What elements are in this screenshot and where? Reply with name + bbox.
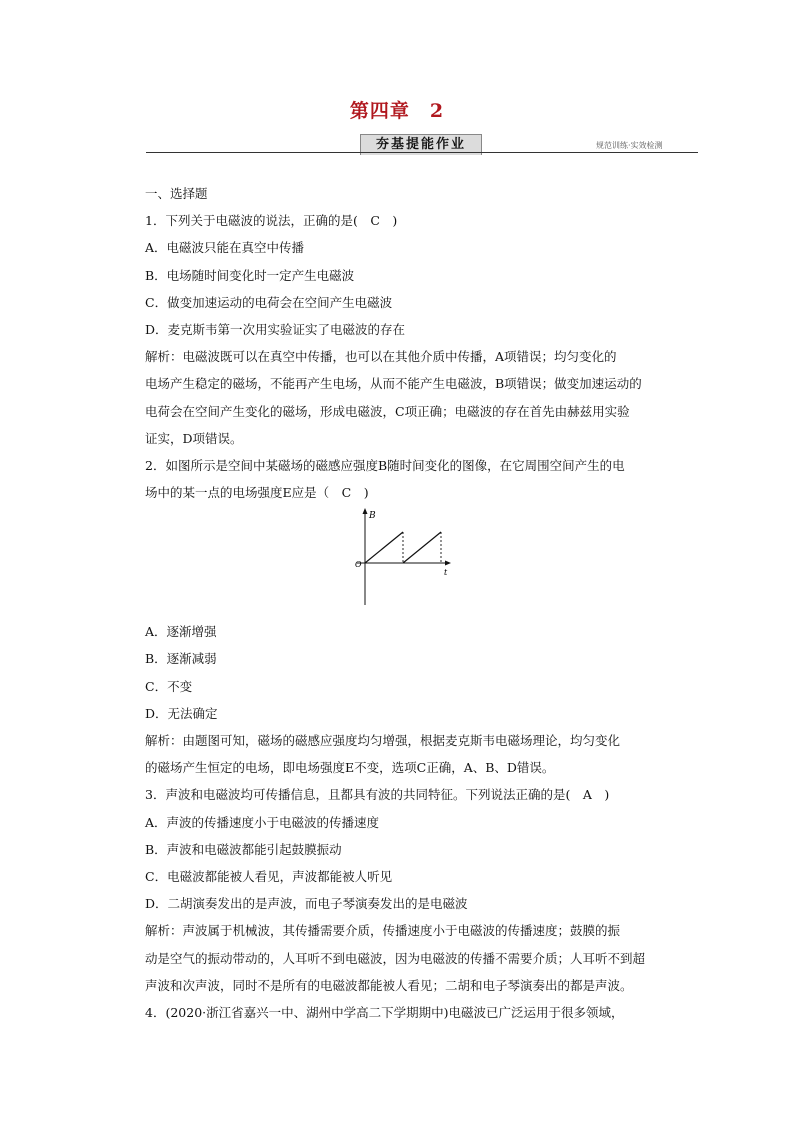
question-2-option-d: D．无法确定: [145, 705, 218, 721]
b-t-graph: [145, 506, 685, 618]
question-2-option-c: C．不变: [145, 678, 193, 694]
document-body: [145, 180, 685, 1026]
question-3-option-d: D．二胡演奏发出的是声波，而电子琴演奏发出的是电磁波: [145, 896, 468, 912]
question-1-analysis: 解析：电磁波既可以在真空中传播，也可以在其他介质中传播，A项错误；均匀变化的: [145, 349, 617, 365]
question-2-option-a: A．逐渐增强: [145, 624, 217, 640]
header-tagline: 规范训练·实效检测: [596, 141, 663, 150]
question-4-stem: 4．(2020·浙江省嘉兴一中、湖州中学高二下学期期中)电磁波已广泛运用于很多领域，: [145, 1004, 624, 1020]
y-axis-label: B: [369, 511, 376, 522]
question-3-stem: 3．声波和电磁波均可传播信息，且都具有波的共同特征。下列说法正确的是( A ): [145, 787, 610, 803]
question-2-stem: 2．如图所示是空间中某磁场的磁感应强度B随时间变化的图像，在它周围空间产生的电: [145, 457, 625, 473]
question-3-option-a: A．声波的传播速度小于电磁波的传播速度: [145, 814, 380, 830]
question-1-option-b: B．电场随时间变化时一定产生电磁波: [145, 267, 355, 283]
question-1-option-a: A．电磁波只能在真空中传播: [145, 240, 305, 256]
page-title: 第四章 2: [349, 100, 445, 122]
question-1-analysis: 电场产生稳定的磁场，不能再产生电场，从而不能产生电磁波，B项错误；做变加速运动的: [145, 376, 642, 392]
question-1-analysis: 证实，D项错误。: [145, 430, 243, 446]
question-3-analysis: 解析：声波属于机械波，其传播需要介质，传播速度小于电磁波的传播速度；鼓膜的振: [145, 923, 621, 939]
header-rule: [146, 152, 698, 153]
question-2-analysis: 的磁场产生恒定的电场，即电场强度E不变，选项C正确，A、B、D错误。: [145, 760, 555, 776]
x-axis-arrow: [445, 561, 451, 566]
question-1-option-c: C．做变加速运动的电荷会在空间产生电磁波: [145, 294, 393, 310]
origin-label: O: [355, 560, 362, 570]
question-3-option-c: C．电磁波都能被人看见，声波都能被人听见: [145, 868, 393, 884]
ramp-1: [365, 532, 403, 563]
section-heading: 一、选择题: [145, 186, 208, 201]
question-2-option-b: B．逐渐减弱: [145, 651, 217, 667]
question-3-option-b: B．声波和电磁波都能引起鼓膜振动: [145, 841, 342, 857]
ramp-2: [403, 532, 441, 563]
section-tab: 夯基提能作业: [360, 134, 482, 155]
question-2-stem: 场中的某一点的电场强度E应是（ C ): [145, 485, 369, 501]
question-2-analysis: 解析：由题图可知，磁场的磁感应强度均匀增强，根据麦克斯韦电磁场理论，均匀变化: [145, 733, 621, 748]
question-1-option-d: D．麦克斯韦第一次用实验证实了电磁波的存在: [145, 321, 406, 337]
b-t-graph-svg: [345, 508, 455, 608]
x-axis-label: t: [444, 568, 448, 578]
question-1-analysis: 电荷会在空间产生变化的磁场，形成电磁波，C项正确；电磁波的存在首先由赫兹用实验: [145, 403, 630, 419]
question-3-analysis: 动是空气的振动带动的，人耳听不到电磁波，因为电磁波的传播不需要介质；人耳听不到超: [145, 950, 646, 966]
question-3-analysis: 声波和次声波，同时不是所有的电磁波都能被人看见；二胡和电子琴演奏出的都是声波。: [145, 977, 633, 993]
question-1-stem: 1．下列关于电磁波的说法，正确的是( C ): [145, 213, 398, 229]
y-axis-arrow: [363, 508, 368, 514]
